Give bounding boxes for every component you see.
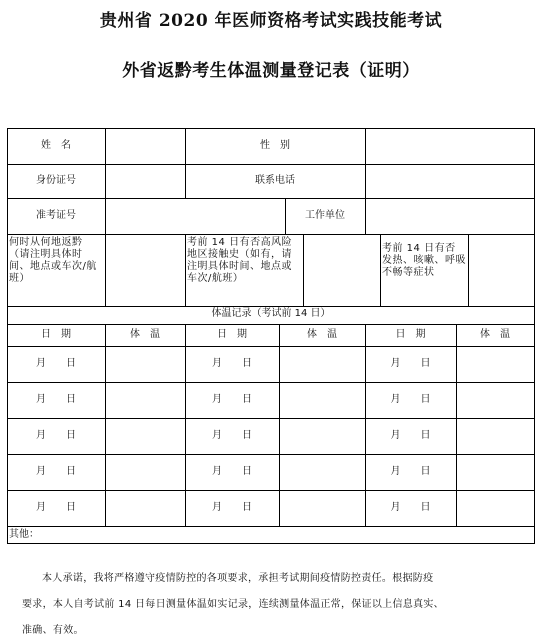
pledge-statement (22, 566, 522, 644)
table-border-right (534, 128, 535, 544)
temperature-column-header: 体 温 (130, 329, 160, 340)
registration-form-table (7, 128, 535, 544)
date-cell: 月 日 (390, 358, 431, 369)
col-divider (380, 234, 381, 306)
name-label: 姓 名 (41, 140, 71, 151)
col-divider (105, 234, 106, 306)
row-divider (7, 234, 535, 235)
col-divider (185, 234, 186, 306)
date-column-header: 日 期 (395, 329, 426, 340)
col-divider (105, 198, 106, 234)
col-divider (105, 128, 106, 198)
pledge-line: 准确、有效。 (22, 625, 84, 636)
row-divider (7, 164, 535, 165)
pledge-line: 要求，本人自考试前 14 日每日测量体温如实记录，连续测量体温正常，保证以上信息真实、 (22, 599, 444, 610)
date-column-header: 日 期 (41, 329, 71, 340)
id-number-label: 身份证号 (36, 175, 76, 186)
temperature-section-label: 体温记录（考试前 14 日） (211, 308, 331, 319)
phone-label: 联系电话 (255, 175, 295, 186)
table-border-bottom (7, 543, 535, 544)
temperature-column-header: 体 温 (480, 329, 510, 340)
employer-label: 工作单位 (305, 210, 345, 221)
col-divider (468, 234, 469, 306)
col-divider (105, 324, 106, 526)
date-cell: 月 日 (390, 502, 431, 513)
document-title: 贵州省 2020 年医师资格考试实践技能考试 (99, 11, 443, 31)
date-cell: 月 日 (390, 466, 431, 477)
col-divider (365, 324, 366, 526)
date-column-header: 日 期 (217, 329, 247, 340)
date-cell: 月 日 (36, 430, 76, 441)
date-cell: 月 日 (36, 358, 76, 369)
col-divider (456, 324, 457, 526)
date-cell: 月 日 (390, 394, 431, 405)
row-divider (7, 198, 535, 199)
symptoms-label: 考前 14 日有否发热、咳嗽、呼吸不畅等症状 (382, 243, 466, 278)
other-label: 其他： (9, 529, 39, 540)
date-cell: 月 日 (390, 430, 431, 441)
date-cell: 月 日 (212, 502, 252, 513)
col-divider (365, 198, 366, 234)
col-divider (365, 128, 366, 198)
date-cell: 月 日 (36, 502, 76, 513)
row-divider (7, 306, 535, 307)
date-cell: 月 日 (212, 394, 252, 405)
gender-label: 性 别 (260, 140, 290, 151)
col-divider (279, 324, 280, 526)
return-info-label: 何时从何地返黔（请注明具体时间、地点或车次/航班） (9, 237, 97, 284)
date-cell: 月 日 (36, 466, 76, 477)
row-divider (7, 526, 535, 527)
col-divider (185, 128, 186, 198)
date-cell: 月 日 (212, 358, 252, 369)
high-risk-contact-label: 考前 14 日有否高风险地区接触史（如有，请注明具体时间、地点或车次/航班） (187, 237, 293, 284)
date-cell: 月 日 (212, 430, 252, 441)
date-cell: 月 日 (36, 394, 76, 405)
col-divider (185, 324, 186, 526)
table-border-top (7, 128, 535, 129)
pledge-line: 本人承诺，我将严格遵守疫情防控的各项要求，承担考试期间疫情防控责任。根据防疫 (42, 573, 434, 584)
form-title: 外省返黔考生体温测量登记表（证明） (122, 61, 420, 81)
date-cell: 月 日 (212, 466, 252, 477)
exam-number-label: 准考证号 (36, 210, 76, 221)
temperature-column-header: 体 温 (307, 329, 337, 340)
col-divider (303, 234, 304, 306)
